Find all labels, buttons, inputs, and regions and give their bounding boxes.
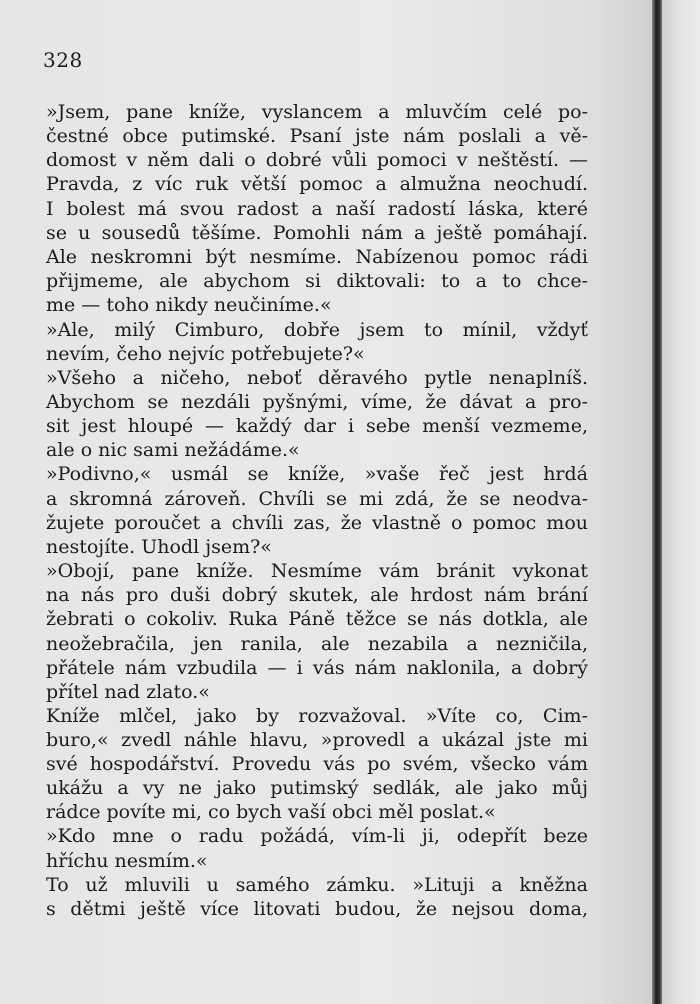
- text-line: »Podivno,« usmál se kníže, »vaše řeč jest hrdá: [46, 463, 588, 485]
- text-line: hříchu nesmím.«: [46, 850, 208, 872]
- text-line: žujete poroučet a chvíli zas, že vlastně o pomoc mou: [46, 512, 588, 534]
- text-line: nestojíte. Uhodl jsem?«: [46, 536, 272, 558]
- text-line: na nás pro duši dobrý skutek, ale hrdost nám brání: [46, 584, 588, 606]
- next-page-edge: [662, 0, 700, 1004]
- text-line: buro,« zvedl náhle hlavu, »provedl a ukázal jste mi: [46, 729, 588, 751]
- text-line: I bolest má svou radost a naší radostí láska, které: [46, 198, 588, 220]
- text-line: ale o nic sami nežádáme.«: [46, 439, 300, 461]
- text-line: »Ale, milý Cimburo, dobře jsem to mínil, vždyť: [46, 319, 588, 341]
- text-line: přítel nad zlato.«: [46, 681, 210, 703]
- text-line: Kníže mlčel, jako by rozvažoval. »Víte co, Cim-: [46, 705, 588, 727]
- text-line: s dětmi ještě více litovati budou, že nejsou doma,: [46, 898, 588, 920]
- text-line: me — toho nikdy neučiníme.«: [46, 294, 332, 316]
- text-line: přátele nám vzbudila — i vás nám naklonila, a dobrý: [46, 657, 588, 679]
- text-line: »Všeho a ničeho, neboť děravého pytle nenaplníš.: [46, 367, 588, 389]
- text-line: Abychom se nezdáli pyšnými, víme, že dávat a pro-: [46, 391, 588, 413]
- text-line: přijmeme, ale abychom si diktovali: to a to chce-: [46, 270, 588, 292]
- text-line: čestné obce putimské. Psaní jste nám poslali a vě-: [46, 125, 588, 147]
- text-line: To už mluvili u samého zámku. »Lituji a kněžna: [46, 874, 588, 896]
- text-line: »Jsem, pane kníže, vyslancem a mluvčím celé po-: [46, 101, 588, 123]
- book-spine-shadow: [652, 0, 662, 1004]
- page-number: 328: [43, 48, 83, 72]
- text-line: a skromná zároveň. Chvíli se mi zdá, že se neodva-: [46, 488, 588, 510]
- text-line: ukážu a vy ne jako putimský sedlák, ale jako můj: [46, 777, 588, 799]
- text-line: se u sousedů těšíme. Pomohli nám a ještě pomáhají.: [46, 222, 588, 244]
- text-line: nevím, čeho nejvíc potřebujete?«: [46, 343, 365, 365]
- text-line: své hospodářství. Provedu vás po svém, všecko vám: [46, 753, 588, 775]
- text-line: Pravda, z víc ruk větší pomoc a almužna neochudí.: [46, 173, 588, 195]
- text-line: žebrati o cokoliv. Ruka Páně těžce se nás dotkla, ale: [46, 608, 588, 630]
- text-line: rádce povíte mi, co bych vaší obci měl poslat.«: [46, 801, 496, 823]
- text-line: domost v něm dali o dobré vůli pomoci v neštěstí. —: [46, 149, 588, 171]
- text-line: sit jest hloupé — každý dar i sebe menší vezmeme,: [46, 415, 588, 437]
- text-line: neožebračila, jen ranila, ale nezabila a nezničila,: [46, 633, 588, 655]
- text-line: »Obojí, pane kníže. Nesmíme vám bránit vykonat: [46, 560, 588, 582]
- text-line: »Kdo mne o radu požádá, vím-li ji, odepřít beze: [46, 825, 588, 847]
- text-line: Ale neskromni být nesmíme. Nabízenou pomoc rádi: [46, 246, 588, 268]
